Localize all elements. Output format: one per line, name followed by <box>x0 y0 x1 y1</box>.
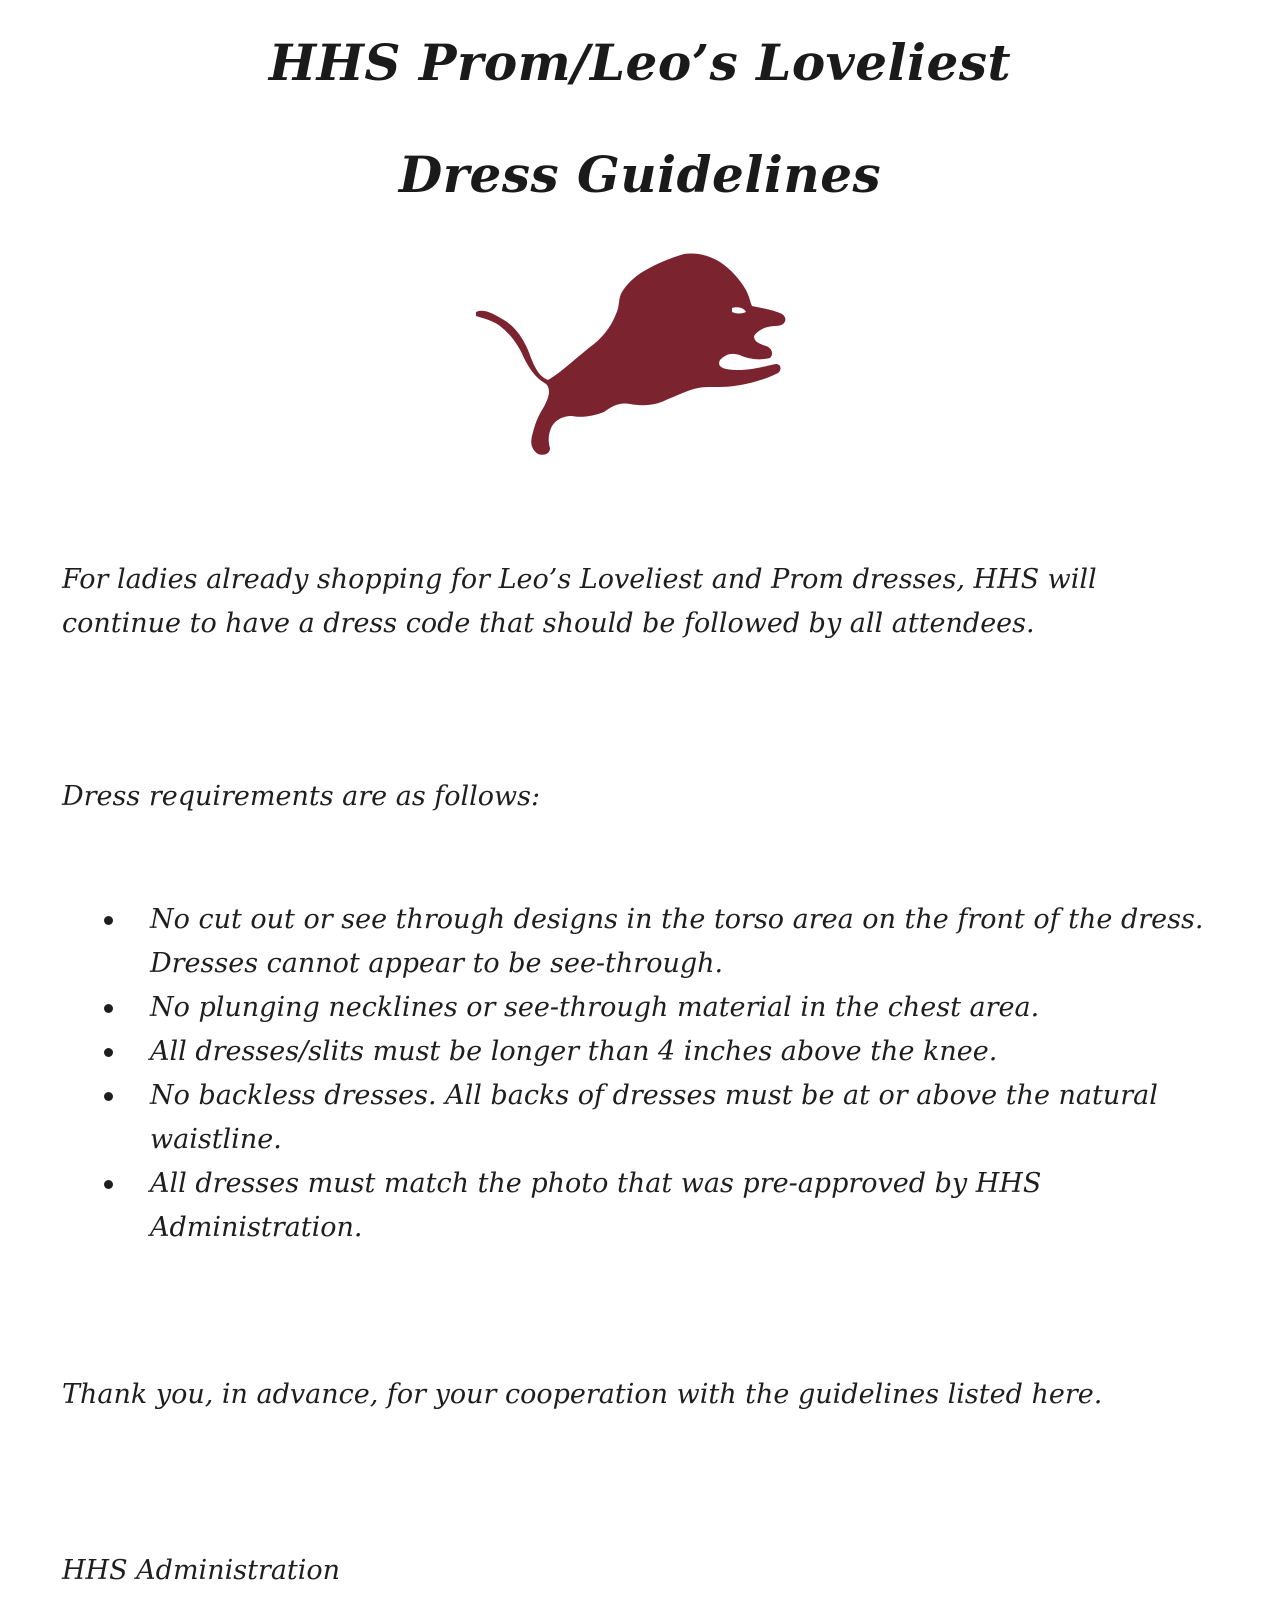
bullet-icon <box>104 1092 113 1101</box>
page-title: HHS Prom/Leo’s Loveliest <box>268 33 1012 92</box>
page-subtitle: Dress Guidelines <box>398 145 882 204</box>
requirements-list <box>62 898 1222 1250</box>
list-item-text: No cut out or see through designs in the torso area on the front of the dress. Dresses cannot appear to be see-through. <box>150 904 1204 979</box>
bullet-icon <box>104 916 113 925</box>
list-item <box>62 1162 1222 1250</box>
list-item-text: No backless dresses. All backs of dresses must be at or above the natural waistline. <box>150 1080 1158 1155</box>
list-item <box>62 1074 1222 1162</box>
lion-silhouette <box>476 253 785 454</box>
bullet-icon <box>104 1180 113 1189</box>
lion-mascot-icon <box>470 250 810 460</box>
list-item <box>62 1030 1222 1074</box>
signoff: HHS Administration <box>62 1555 341 1586</box>
bullet-icon <box>104 1004 113 1013</box>
requirements-heading: Dress requirements are as follows: <box>62 781 541 812</box>
list-item <box>62 986 1222 1030</box>
list-item-text: No plunging necklines or see-through material in the chest area. <box>150 992 1040 1023</box>
thank-you-paragraph: Thank you, in advance, for your cooperation with the guidelines listed here. <box>62 1379 1103 1410</box>
intro-paragraph: For ladies already shopping for Leo’s Loveliest and Prom dresses, HHS will continue to have a dress code that should be followed by all attendees. <box>62 564 1097 639</box>
bullet-icon <box>104 1048 113 1057</box>
list-item-text: All dresses must match the photo that was pre-approved by HHS Administration. <box>150 1168 1042 1243</box>
list-item <box>62 898 1222 986</box>
list-item-text: All dresses/slits must be longer than 4 inches above the knee. <box>150 1036 998 1067</box>
